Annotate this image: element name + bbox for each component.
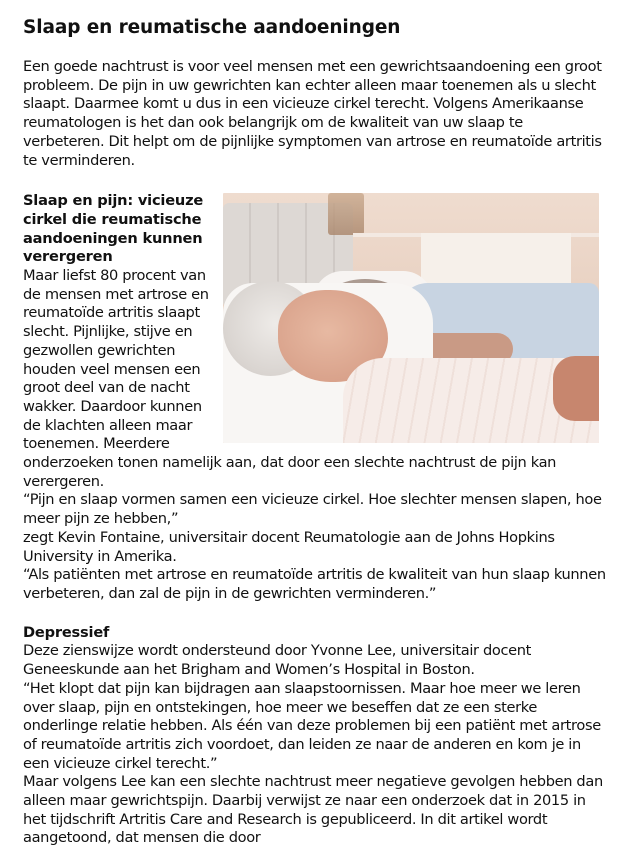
section-paragraph: Deze zienswijze wordt ondersteund door Yvonne Lee, universitair docent Geneeskunde aan het Brigham and Women’s Hospital in Boston. bbox=[23, 642, 532, 679]
lamp-shape bbox=[328, 193, 364, 235]
section-spacer bbox=[23, 604, 608, 624]
hand-shape bbox=[553, 356, 599, 421]
quote: “Als patiënten met artrose en reumatoïde artritis de kwaliteit van hun slaap kunnen verbeteren, dan zal de pijn in de gewrichten verminderen.” bbox=[23, 566, 606, 602]
section-paragraph: Maar volgens Lee kan een slechte nachtrust meer negatieve gevolgen hebben dan alleen maar gewrichtspijn. Daarbij verwijst ze naar een onderzoek dat in 2015 in het tijdschrift Artritis Care and Research is gepubliceerd. In dit artikel wordt aangetoond, dat mensen die door bbox=[23, 773, 603, 847]
article bbox=[23, 14, 608, 848]
quote-attribution: zegt Kevin Fontaine, universitair docent Reumatologie aan de Johns Hopkins University in Amerika. bbox=[23, 528, 555, 565]
section-depressief bbox=[23, 624, 608, 848]
article-title: Slaap en reumatische aandoeningen bbox=[23, 17, 401, 38]
intro-paragraph: Een goede nachtrust is voor veel mensen met een gewrichtsaandoening een groot probleem. De pijn in uw gewrichten kan echter alleen maar toenemen als u slecht slaapt. Daarmee komt u dus in een vicieuze cirkel terecht. Volgens Amerikaanse reumatologen is het dan ook belangrijk om de kwaliteit van uw slaap te verbeteren. Dit helpt om de pijnlijke symptomen van artrose en reumatoïde artritis te verminderen. bbox=[23, 58, 602, 169]
section-paragraph: Maar liefst 80 procent van de mensen met artrose en reumatoïde artritis slaapt slecht. Pijnlijke, stijve en gezwollen gewrichten houden veel mensen een groot deel van de nacht wakker. Daardoor kunnen de klachten alleen maar toenemen. Meerdere onderzoeken tonen namelijk aan, dat door een slechte nachtrust de pijn kan verergeren. bbox=[23, 267, 557, 490]
quote: “Het klopt dat pijn kan bijdragen aan slaapstoornissen. Maar hoe meer we leren over slaap, pijn en ontstekingen, hoe meer we beseffen dat ze een sterke onderlinge relatie hebben. Als één van deze problemen bij een patiënt met artrose of reumatoïde artritis zich voordoet, dan leiden ze naar de anderen en kom je in een vicieuze cirkel terecht.” bbox=[23, 679, 601, 772]
section-heading: Depressief bbox=[23, 623, 110, 641]
section-sleep-and-pain bbox=[23, 192, 608, 603]
article-photo bbox=[223, 193, 599, 443]
quote: “Pijn en slaap vormen samen een vicieuze cirkel. Hoe slechter mensen slapen, hoe meer pijn ze hebben,” bbox=[23, 491, 602, 528]
section-heading: Slaap en pijn: vicieuze cirkel die reumatische aandoeningen kunnen verergeren bbox=[23, 192, 204, 266]
